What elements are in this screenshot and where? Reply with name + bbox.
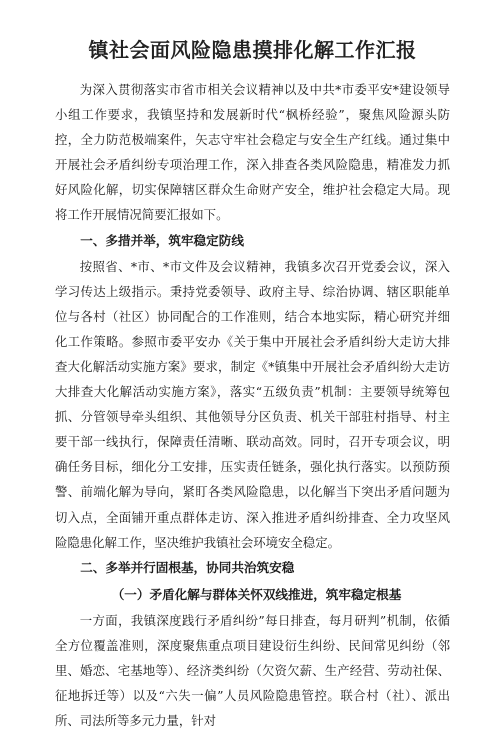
section-2-heading: 二、多举并行固根基，协同共治筑安稳 bbox=[80, 559, 295, 575]
section-1-heading: 一、多措并举，筑牢稳定防线 bbox=[80, 232, 244, 248]
intro-paragraph: 为深入贯彻落实市省市相关会议精神以及中共*市委平安*建设领导小组工作要求，我镇坚持和发展新时代“枫桥经验”，聚焦风险源头防控，全力防范极端案件，矢志守牢社会稳定与安全生产红线。通过集中开展社会矛盾纠纷专项治理工作，深入排查各类风险隐患，精准发力抓好风险化解，切实保障辖区群众生命财产安全，维护社会稳定大局。现将工作开展情况简要汇报如下。 bbox=[55, 82, 450, 223]
section-1-paragraph: 按照省、*市、*市文件及会议精神，我镇多次召开党委会议，深入学习传达上级指示。秉持党委领导、政府主导、综治协调、辖区职能单位与各村（社区）协同配合的工作准则，结合本地实际，精心研究并细化工作策略。参照市委平安办《关于集中开展社会矛盾纠纷大走访大排查大化解活动实施方案》要求，制定《*镇集中开展社会矛盾纠纷大走访大排查大化解活动实施方案》，落实“五级负责”机制：主要领导统筹包抓、分管领导牵头组织、其他领导分区负责、机关干部驻村指导、村主要干部一线执行，保障责任清晰、联动高效。同时，召开专项会议，明确任务目标，细化分工安排，压实责任链条，强化执行落实。以预防预警、前端化解为导向，紧盯各类风险隐患，以化解当下突出矛盾问题为切入点，全面铺开重点群体走访、深入推进矛盾纠纷排查、全力攻坚风险隐患化解工作，坚决维护我镇社会环境安全稳定。 bbox=[55, 258, 450, 550]
subsection-1-paragraph: 一方面，我镇深度践行矛盾纠纷”每日排查，每月研判”机制，依循全方位覆盖准则，深度聚焦重点项目建设衍生纠纷、民间常见纠纷（邻里、婚恋、宅基地等）、经济类纠纷（欠资欠薪、生产经营、劳动社保、征地拆迁等）以及“六失一偏”人员风险隐患管控。联合村（社）、派出所、司法所等多元力量，针对 bbox=[55, 612, 450, 729]
document-title: 镇社会面风险隐患摸排化解工作汇报 bbox=[88, 38, 417, 62]
subsection-1-heading: （一）矛盾化解与群体关怀双线推进，筑牢稳定根基 bbox=[111, 586, 402, 602]
